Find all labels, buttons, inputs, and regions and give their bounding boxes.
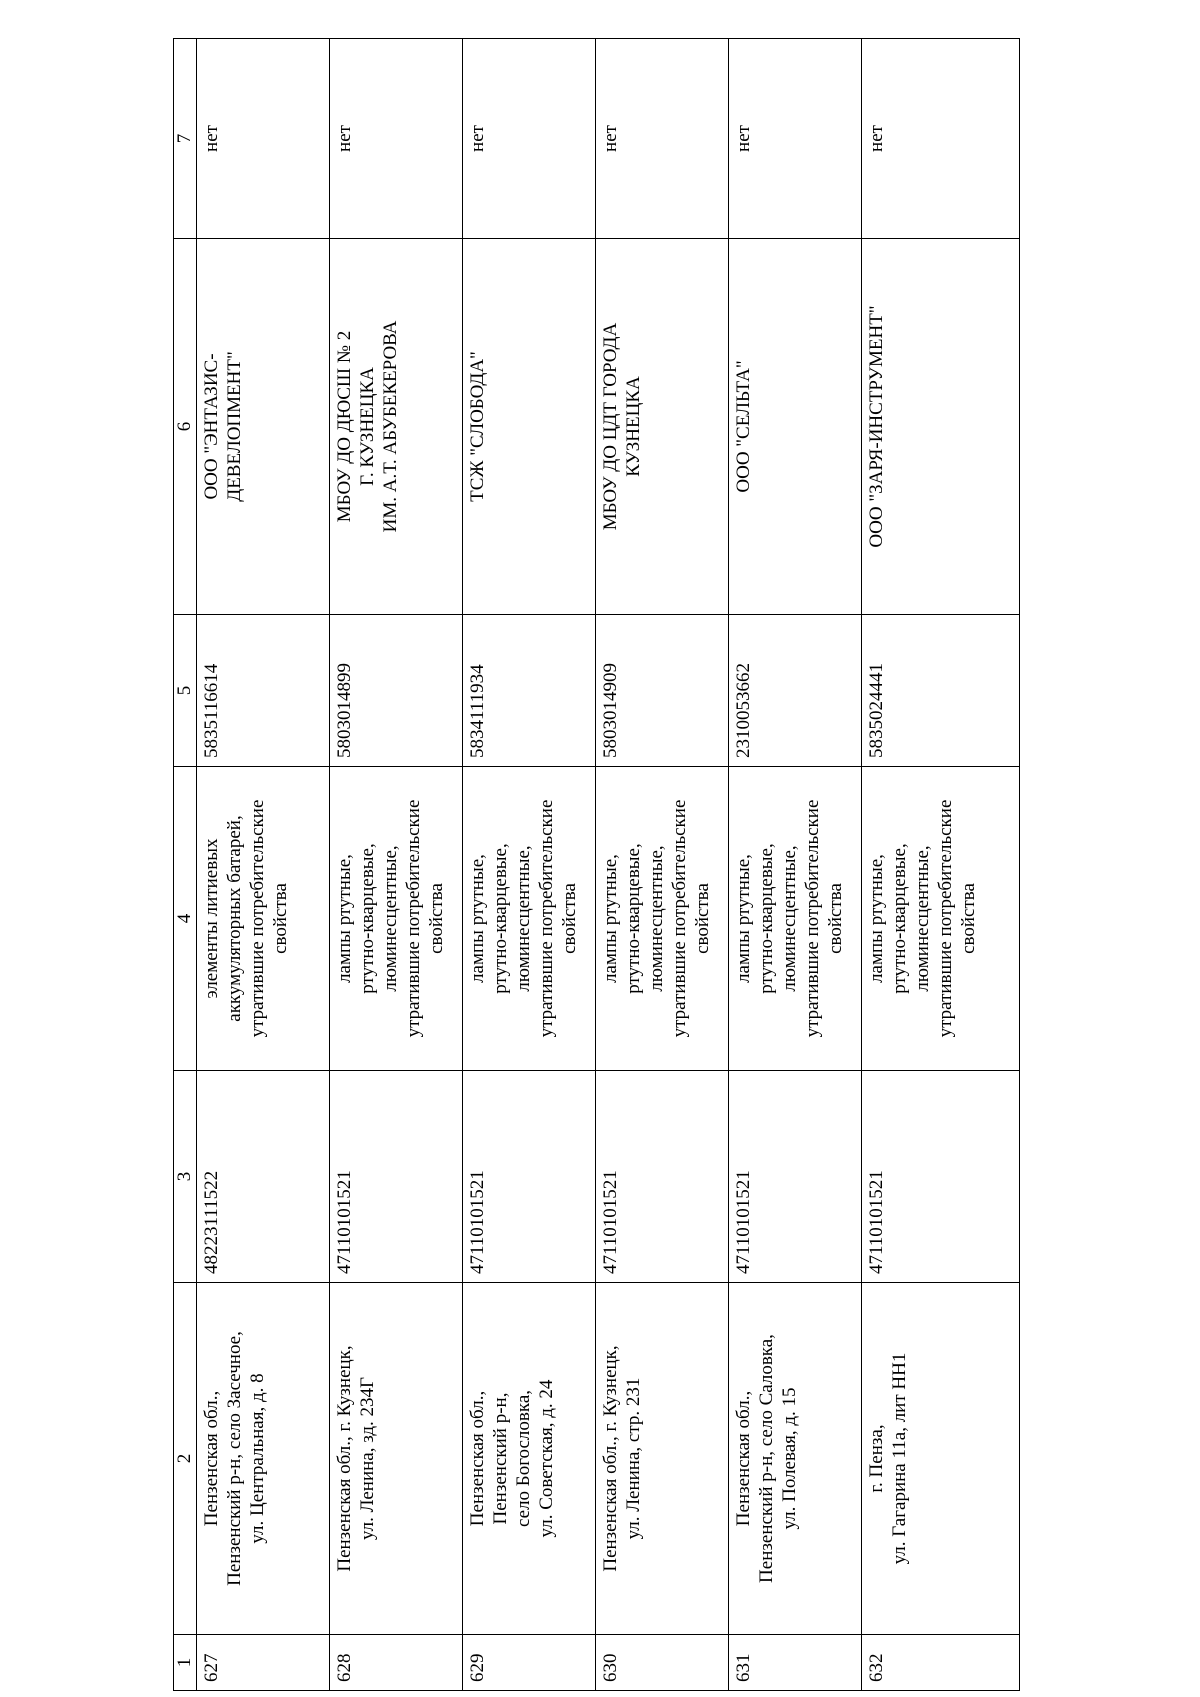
waste-type-cell: элементы литиевых аккумуляторных батарей, утратившие потребительские свойства (197, 767, 330, 1071)
table-row (861, 39, 1019, 1691)
table-row (595, 39, 728, 1691)
waste-registry-table (173, 38, 1020, 1691)
flag-cell: нет (861, 39, 1019, 239)
row-number: 628 (330, 1635, 463, 1691)
table-row (330, 39, 463, 1691)
col-header-5: 5 (174, 615, 197, 767)
flag-cell: нет (728, 39, 861, 239)
inn-cell: 2310053662 (728, 615, 861, 767)
inn-cell: 5834111934 (463, 615, 596, 767)
waste-code-cell: 47110101521 (463, 1071, 596, 1283)
organization-cell: МБОУ ДО ДЮСШ № 2 Г. КУЗНЕЦКА ИМ. А.Т. АБУБЕКЕРОВА (330, 239, 463, 615)
col-header-1: 1 (174, 1635, 197, 1691)
address-cell: Пензенская обл., Пензенский р-н, село Засечное, ул. Центральная, д. 8 (197, 1283, 330, 1635)
waste-code-cell: 47110101521 (728, 1071, 861, 1283)
flag-cell: нет (197, 39, 330, 239)
organization-cell: ООО "ЭНТАЗИС- ДЕВЕЛОПМЕНТ" (197, 239, 330, 615)
row-number: 631 (728, 1635, 861, 1691)
row-number: 627 (197, 1635, 330, 1691)
address-cell: Пензенская обл., г. Кузнецк, ул. Ленина, стр. 231 (595, 1283, 728, 1635)
flag-cell: нет (595, 39, 728, 239)
flag-cell: нет (463, 39, 596, 239)
waste-type-cell: лампы ртутные, ртутно-кварцевые, люминесцентные, утратившие потребительские свойства (330, 767, 463, 1071)
inn-cell: 5803014899 (330, 615, 463, 767)
inn-cell: 5835116614 (197, 615, 330, 767)
table-row (728, 39, 861, 1691)
table-row (463, 39, 596, 1691)
waste-code-cell: 47110101521 (861, 1071, 1019, 1283)
address-cell: Пензенская обл., Пензенский р-н, село Богословка, ул. Советская, д. 24 (463, 1283, 596, 1635)
waste-type-cell: лампы ртутные, ртутно-кварцевые, люминесцентные, утратившие потребительские свойства (728, 767, 861, 1071)
row-number: 629 (463, 1635, 596, 1691)
waste-type-cell: лампы ртутные, ртутно-кварцевые, люминесцентные, утратившие потребительские свойства (595, 767, 728, 1071)
waste-code-cell: 47110101521 (595, 1071, 728, 1283)
table-row (197, 39, 330, 1691)
col-header-4: 4 (174, 767, 197, 1071)
col-header-3: 3 (174, 1071, 197, 1283)
inn-cell: 5835024441 (861, 615, 1019, 767)
flag-cell: нет (330, 39, 463, 239)
waste-code-cell: 48223111522 (197, 1071, 330, 1283)
col-header-2: 2 (174, 1283, 197, 1635)
col-header-7: 7 (174, 39, 197, 239)
address-cell: Пензенская обл., Пензенский р-н, село Саловка, ул. Полевая, д. 15 (728, 1283, 861, 1635)
waste-type-cell: лампы ртутные, ртутно-кварцевые, люминесцентные, утратившие потребительские свойства (463, 767, 596, 1071)
organization-cell: ТСЖ "СЛОБОДА" (463, 239, 596, 615)
col-header-6: 6 (174, 239, 197, 615)
address-cell: Пензенская обл., г. Кузнецк, ул. Ленина, зд. 234Г (330, 1283, 463, 1635)
organization-cell: МБОУ ДО ЦДТ ГОРОДА КУЗНЕЦКА (595, 239, 728, 615)
address-cell: г. Пенза, ул. Гагарина 11а, лит НН1 (861, 1283, 1019, 1635)
organization-cell: ООО "СЕЛЬТА" (728, 239, 861, 615)
header-row (174, 39, 197, 1691)
rotated-table-wrapper (173, 39, 1020, 1691)
waste-code-cell: 47110101521 (330, 1071, 463, 1283)
inn-cell: 5803014909 (595, 615, 728, 767)
row-number: 630 (595, 1635, 728, 1691)
organization-cell: ООО "ЗАРЯ-ИНСТРУМЕНТ" (861, 239, 1019, 615)
waste-type-cell: лампы ртутные, ртутно-кварцевые, люминесцентные, утратившие потребительские свойства (861, 767, 1019, 1071)
row-number: 632 (861, 1635, 1019, 1691)
